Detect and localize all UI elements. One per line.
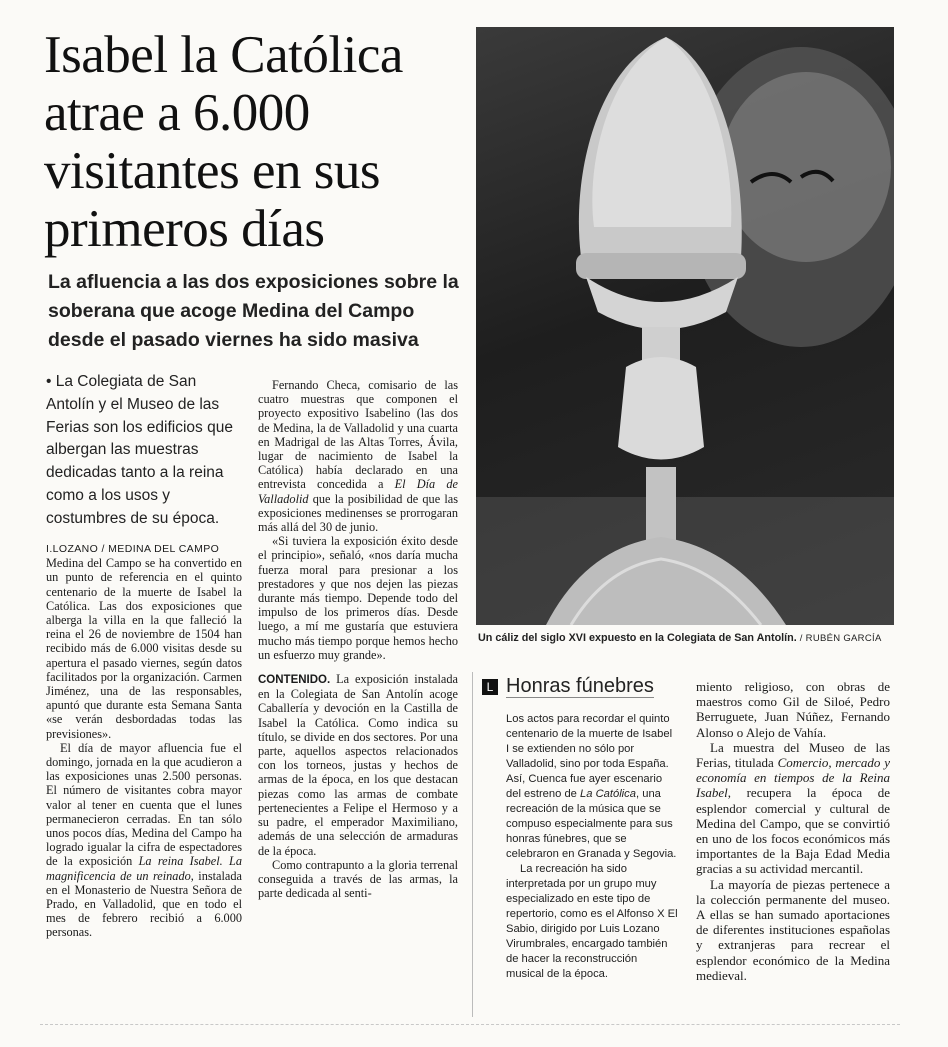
section-marker-icon: L <box>482 679 498 695</box>
sidebar-body <box>506 712 678 982</box>
paragraph <box>46 741 242 940</box>
paragraph <box>258 378 458 534</box>
exhibition-title: La reina Isabel. La magnificencia de un reinado <box>46 854 242 883</box>
paragraph <box>258 672 458 858</box>
paragraph-text: Fernando Checa, comisario de las cuatro muestras que componen el proyecto expositivo Isabelino (las dos de Medina, la de Valladolid y una cuarta en Madrigal de las Altas Torres, Ávila, lugar de nacimiento de Isabel la Católica) había declarado en una entrevista concedida a <box>258 378 458 492</box>
sidebar-divider <box>472 672 473 1017</box>
page-bottom-rule <box>40 1024 900 1026</box>
photo-credit: / RUBÉN GARCÍA <box>799 633 882 644</box>
summary-bullet: • La Colegiata de San Antolín y el Museo de las Ferias son los edificios que albergan las muestras dedicadas tanto a la reina como a los usos y costumbres de su época. <box>46 373 233 527</box>
paragraph-text: Medina del Campo se ha convertido en un punto de referencia en el quinto centenario de la muerte de Isabel la Católica. Las dos exposiciones que alberga la villa en la que falleció la reina el 26 de noviembre de 1504 han recibido más de 6.000 visitas desde su apertura el pasado viernes, según datos facilitados por la organización. Carmen Jiménez, una de las responsables, apuntó que durante esta Semana Santa «se verán desbordadas todas las previsiones». <box>46 556 242 741</box>
caption-text: Un cáliz del siglo XVI expuesto en la Colegiata de San Antolín. <box>478 632 797 644</box>
article-column-2 <box>258 378 458 900</box>
chalice-photo <box>476 27 894 625</box>
exhibition-title: Comercio, mercado y economía en tiempos de la Reina Isabel <box>696 755 890 801</box>
paragraph-text: La muestra del Museo de las Ferias, titulada <box>696 739 890 771</box>
article-column-1 <box>46 541 242 940</box>
paragraph: miento religioso, con obras de maestros como Gil de Siloé, Pedro Berruguete, Juan Núñez, Fernando Alonso o Alejo de Vahía. <box>696 679 890 740</box>
sidebar-title: Honras fúnebres <box>506 675 654 697</box>
paragraph: La mayoría de piezas pertenece a la colección permanente del museo. A ellas se han sumado aportaciones de diferentes instituciones españolas y extranjeras para recrear el esplendor económico de la Medina medieval. <box>696 876 890 983</box>
sidebar-header <box>482 675 682 701</box>
headline: Isabel la Católica atrae a 6.000 visitantes en sus primeros días <box>44 26 403 258</box>
paragraph <box>696 740 890 877</box>
paragraph: Como contrapunto a la gloria terrenal conseguida a través de las armas, la parte dedicada al senti- <box>258 857 458 901</box>
paragraph-text: , recupera la época de esplendor comercial y cultural de Medina del Campo, que se convirtió en uno de los focos económicos más importantes de la Baja Edad Media gracias a su actividad mercantil. <box>696 785 890 877</box>
paragraph-text: La exposición instalada en la Colegiata de San Antolín acoge Caballería y devoción en la Castilla de Isabel la Católica. Como indica su título, se divide en dos sectores. Por una parte, aquellos aspectos relacionados con los torneos, justas y hechos de armas de la época, en los que destacan piezas como las armas de combate pertenecientes a Felipe el Hermoso y a su padre, el emperador Maximiliano, además de una selección de armaduras de la época. <box>258 672 458 858</box>
paragraph: La recreación ha sido interpretada por un grupo muy especializado en este tipo de repertorio, como es el Alfonso X El Sabio, dirigido por Luis Lozano Virumbrales, encargado también de hacer la reconstrucción musical de la época. <box>506 863 678 980</box>
work-title: La Católica <box>580 788 636 800</box>
byline: I.LOZANO / MEDINA DEL CAMPO <box>46 543 220 555</box>
subheadline: La afluencia a las dos exposiciones sobre la soberana que acoge Medina del Campo desde el pasado viernes ha sido masiva <box>48 271 459 351</box>
section-lead: CONTENIDO. <box>258 674 331 687</box>
chalice-illustration <box>476 27 894 625</box>
paragraph <box>46 541 242 741</box>
article-column-4 <box>696 679 890 983</box>
paragraph: «Si tuviera la exposición éxito desde el principio», señaló, «nos daría mucha fuerza moral para presionar a los prestadores y que nos dejen las piezas durante más tiempo. Depende todo del impulso de los primeros días. Desde luego, a mí me gustaría que estuviera mucho más tiempo porque hemos hecho un esfuerzo muy grande». <box>258 534 458 662</box>
paragraph <box>506 712 678 862</box>
newspaper-title: El Día de Valladolid <box>258 477 458 506</box>
paragraph-text: , una recreación de la música que se compuso especialmente para sus honras fúnebres, que se celebraron en Granada y Segovia. <box>506 788 677 860</box>
photo-caption <box>478 632 898 644</box>
paragraph-text: Los actos para recordar el quinto centenario de la muerte de Isabel I se extienden no sólo por Valladolid, sino por toda España. Así, Cuenca fue ayer escenario del estreno de <box>506 713 673 800</box>
paragraph-text: , instalada en el Monasterio de Nuestra Señora de Prado, en Valladolid, que en todo el mes de febrero recibió a 6.000 personas. <box>46 868 242 940</box>
paragraph-text: El día de mayor afluencia fue el domingo, jornada en la que acudieron a las exposiciones unas 2.500 personas. El número de visitantes cobra mayor valor al tener en cuenta que el lunes permanecieron cerradas. En tan sólo unos pocos días, Medina del Campo ha logrado igualar la cifra de espectadores de la exposición <box>46 740 242 869</box>
paragraph-text: que la posibilidad de que las exposiciones medinenses se prorrogaran más allá del 30 de junio. <box>258 491 458 535</box>
